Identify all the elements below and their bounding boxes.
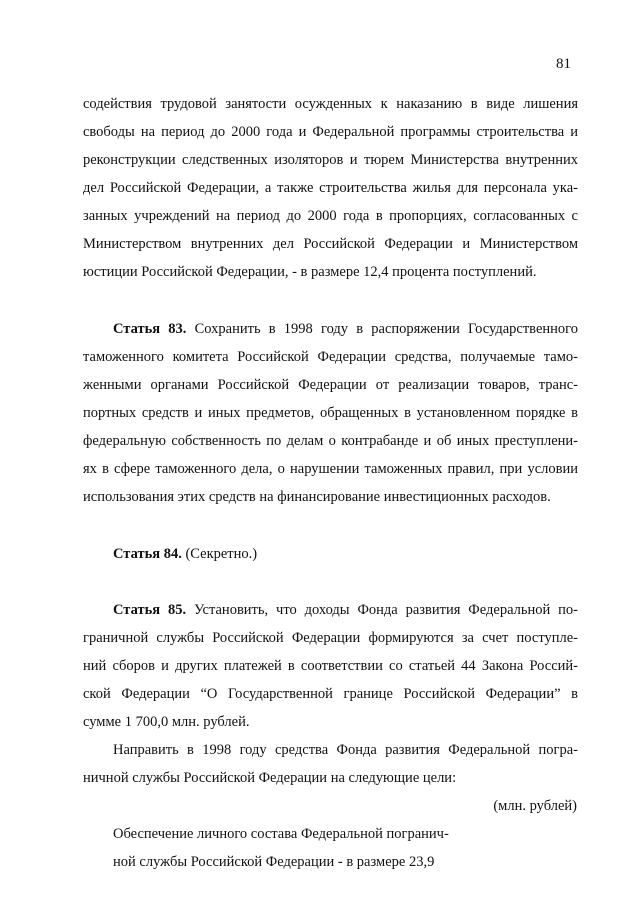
paragraph-1-line-7: юстиции Российской Федерации, - в размере 12,4 процента поступлений. [83, 264, 537, 280]
article-83-line-2: таможенного комитета Российской Федерации средства, получаемые тамо- [83, 349, 578, 365]
article-85-line-3: ний сборов и других платежей в соответствии со статьей 44 Закона Россий- [83, 658, 578, 674]
paragraph-1-line-5: занных учреждений на период до 2000 года в пропорциях, согласованных с [83, 208, 578, 224]
article-84-text: (Секретно.) [181, 546, 258, 562]
paragraph-1-line-4: дел Российской Федерации, а также строительства жилья для персонала ука- [83, 180, 578, 196]
article-85-para2-line-2: ничной службы Российской Федерации на следующие цели: [83, 770, 457, 786]
paragraph-1-line-6: Министерством внутренних дел Российской Федерации и Министерством [83, 236, 578, 252]
paragraph-1-line-2: свободы на период до 2000 года и Федеральной программы строительства и [83, 124, 578, 140]
article-83-line-4: портных средств и иных предметов, обращенных в установленном порядке в [83, 405, 578, 421]
article-83-heading: Статья 83. [113, 321, 187, 337]
unit-note: (млн. рублей) [493, 798, 577, 814]
page-number: 81 [556, 56, 571, 72]
article-85-para2-line-1: Направить в 1998 году средства Фонда развития Федеральной погра- [113, 742, 578, 758]
item-line-2: ной службы Российской Федерации - в размере 23,9 [113, 854, 435, 870]
article-83-first-line-text: Сохранить в 1998 году в распоряжении Государственного [186, 321, 578, 337]
article-83-first-line [113, 320, 578, 338]
article-85-first-line [113, 601, 578, 619]
article-83-line-3: женными органами Российской Федерации от реализации товаров, транс- [83, 377, 578, 393]
article-85-line-2: граничной службы Российской Федерации формируются за счет поступле- [83, 630, 578, 646]
article-83-line-5: федеральную собственность по делам о контрабанде и об иных преступлени- [83, 433, 578, 449]
article-84-line [113, 545, 257, 563]
article-84-heading: Статья 84. [113, 546, 182, 562]
item-line-1: Обеспечение личного состава Федеральной погранич- [113, 826, 449, 842]
article-83-line-6: ях в сфере таможенного дела, о нарушении таможенных правил, при условии [83, 461, 578, 477]
paragraph-1-line-1: содействия трудовой занятости осужденных к наказанию в виде лишения [83, 96, 578, 112]
article-83-line-7: использования этих средств на финансирование инвестиционных расходов. [83, 489, 551, 505]
article-85-heading: Статья 85. [113, 602, 187, 618]
paragraph-1-line-3: реконструкции следственных изоляторов и тюрем Министерства внутренних [83, 152, 578, 168]
article-85-line-5: сумме 1 700,0 млн. рублей. [83, 714, 250, 730]
article-85-first-line-text: Установить, что доходы Фонда развития Федеральной по- [186, 602, 578, 618]
article-85-line-4: ской Федерации “О Государственной границе Российской Федерации” в [83, 686, 578, 702]
